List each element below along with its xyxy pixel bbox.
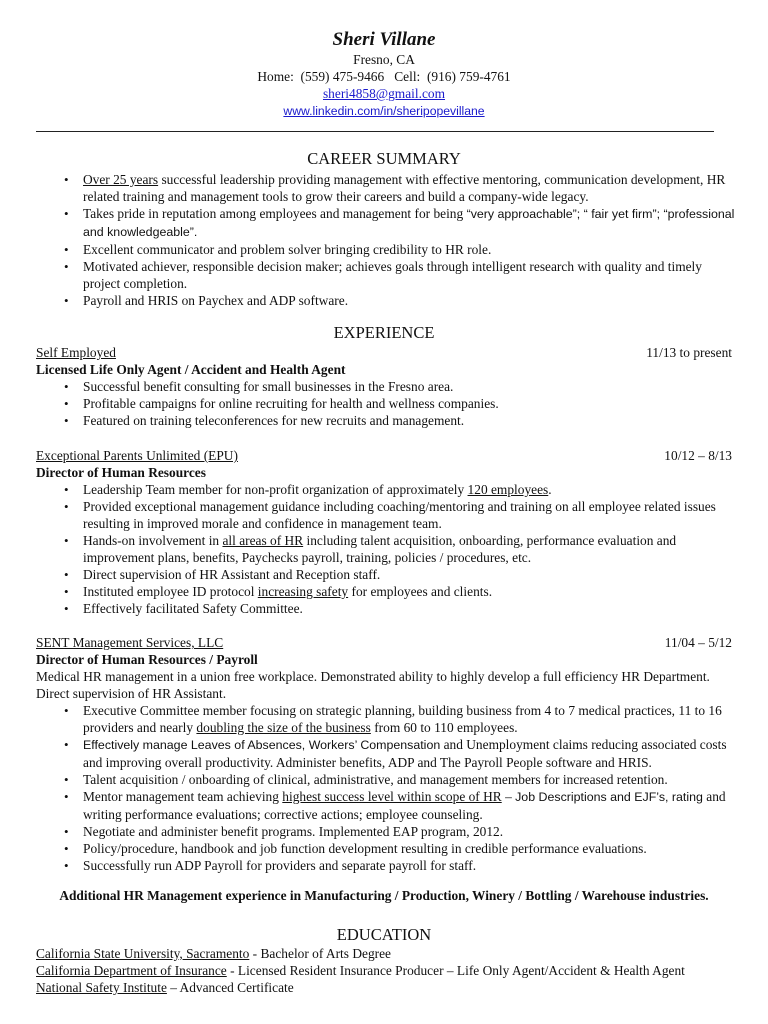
phone-line: Home: (559) 475-9466 Cell: (916) 759-4761 (257, 69, 511, 84)
list-item: • Profitable campaigns for online recruiting for health and wellness companies. (56, 395, 732, 412)
company-name: SENT Management Services, LLC (36, 635, 224, 650)
company-name: Self Employed (36, 345, 116, 360)
list-item: • Successfully run ADP Payroll for providers and separate payroll for staff. (56, 857, 732, 874)
job-dates: 10/12 – 8/13 (664, 448, 732, 463)
linkedin-link[interactable]: www.linkedin.com/in/sheripopevillane (283, 104, 485, 118)
education-heading: EDUCATION (336, 925, 432, 944)
list-item: • Executive Committee member focusing on strategic planning, building business from 4 to 7 medical practices, 11 to 16 providers and nearly doubling the size of the business from 60 to 110 employees. (56, 702, 732, 736)
education-item: National Safety Institute – Advanced Certificate (36, 980, 294, 995)
list-item: • Instituted employee ID protocol increasing safety for employees and clients. (56, 583, 732, 600)
list-item: • Successful benefit consulting for small businesses in the Fresno area. (56, 378, 732, 395)
job-dates: 11/13 to present (646, 345, 732, 360)
list-item: • Hands-on involvement in all areas of HR including talent acquisition, onboarding, performance evaluation and improvement plans, benefits, Paychecks payroll, training, policies / procedures, etc. (56, 532, 732, 566)
email-link[interactable]: sheri4858@gmail.com (322, 86, 446, 101)
list-item: • Leadership Team member for non-profit organization of approximately 120 employees. (56, 481, 732, 498)
job-self-employed (36, 344, 732, 429)
education-item: California State University, Sacramento - Bachelor of Arts Degree (36, 946, 391, 961)
additional-experience-note: Additional HR Management experience in Manufacturing / Production, Winery / Bottling / Warehouse industries. (59, 888, 709, 903)
list-item: • Negotiate and administer benefit programs. Implemented EAP program, 2012. (56, 823, 732, 840)
job-bullets (56, 702, 732, 874)
location: Fresno, CA (353, 52, 415, 67)
list-item: • Policy/procedure, handbook and job function development resulting in credible performance evaluations. (56, 840, 732, 857)
job-description: Medical HR management in a union free workplace. Demonstrated ability to highly develop a full efficiency HR Department. Direct supervision of HR Assistant. (36, 669, 710, 701)
company-name: Exceptional Parents Unlimited (EPU) (36, 448, 238, 463)
career-summary-list (56, 171, 736, 309)
job-dates: 11/04 – 5/12 (664, 635, 732, 650)
list-item: • Over 25 years successful leadership providing management with effective mentoring, communication development, HR related training and management tools to grow their careers and build a company-wide legacy. (56, 171, 736, 205)
candidate-name: Sheri Villane (332, 29, 436, 50)
job-epu (36, 447, 732, 617)
school-name: California Department of Insurance (36, 963, 227, 978)
school-name: National Safety Institute (36, 980, 167, 995)
header-divider (36, 131, 714, 132)
list-item: • Motivated achiever, responsible decision maker; achieves goals through intelligent research with quality and timely project completion. (56, 258, 736, 292)
job-title: Director of Human Resources / Payroll (36, 652, 258, 667)
list-item: • Excellent communicator and problem solver bringing credibility to HR role. (56, 241, 736, 258)
career-summary-heading: CAREER SUMMARY (307, 149, 461, 168)
school-name: California State University, Sacramento (36, 946, 250, 961)
job-title: Licensed Life Only Agent / Accident and Health Agent (36, 362, 346, 377)
job-sent-management (36, 634, 732, 874)
list-item: • Talent acquisition / onboarding of clinical, administrative, and management members for increased retention. (56, 771, 732, 788)
list-item: • Mentor management team achieving highest success level within scope of HR – Job Descriptions and EJF’s, rating and writing performance evaluations; corrective actions; employee counseling. (56, 788, 732, 823)
job-bullets (56, 481, 732, 617)
education-list (36, 945, 736, 996)
list-item: • Direct supervision of HR Assistant and Reception staff. (56, 566, 732, 583)
list-item: • Effectively facilitated Safety Committee. (56, 600, 732, 617)
job-bullets (56, 378, 732, 429)
list-item: • Payroll and HRIS on Paychex and ADP software. (56, 292, 736, 309)
education-item: California Department of Insurance - Licensed Resident Insurance Producer – Life Only Agent/Accident & Health Agent (36, 963, 685, 978)
list-item: • Provided exceptional management guidance including coaching/mentoring and training on all employee related issues resulting in improved morale and confidence in management team. (56, 498, 732, 532)
job-title: Director of Human Resources (36, 465, 206, 480)
list-item: • Featured on training teleconferences for new recruits and management. (56, 412, 732, 429)
list-item: • Takes pride in reputation among employees and management for being “very approachable”; “ fair yet firm”; “professional and knowledgeable”. (56, 205, 736, 241)
experience-heading: EXPERIENCE (333, 323, 435, 342)
list-item: • Effectively manage Leaves of Absences, Workers’ Compensation and Unemployment claims reducing associated costs and improving overall productivity. Administer benefits, ADP and The Payroll People software and HRIS. (56, 736, 732, 771)
resume-header (0, 29, 768, 120)
